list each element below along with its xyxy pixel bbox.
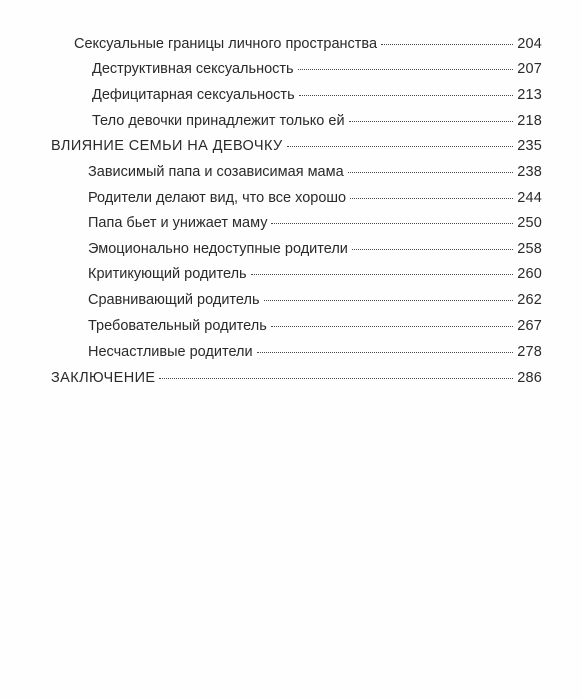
- toc-entry: [92, 113, 542, 135]
- toc-entry-page: 204: [517, 36, 542, 52]
- toc-entry-title: Эмоционально недоступные родители: [88, 241, 348, 257]
- dot-leader: [159, 378, 513, 379]
- dot-leader: [271, 223, 513, 224]
- toc-entry-title: Сексуальные границы личного пространства: [74, 36, 378, 52]
- toc-entry-title: Дефицитарная сексуальность: [92, 87, 295, 103]
- dot-leader: [251, 274, 513, 275]
- toc-entry-title: Папа бьет и унижает маму: [88, 215, 268, 231]
- toc-entry-title: Требовательный родитель: [88, 318, 267, 334]
- toc-entry-page: 213: [517, 87, 542, 103]
- toc-chapter-entry: [51, 138, 542, 160]
- toc-entry-title: Несчастливые родители: [88, 344, 253, 360]
- toc-entry: [88, 292, 542, 314]
- toc-entry-page: 260: [517, 266, 542, 282]
- dot-leader: [349, 121, 513, 122]
- toc-entry: [88, 215, 542, 237]
- toc-entry-title: Деструктивная сексуальность: [92, 61, 294, 77]
- toc-entry-page: 258: [517, 241, 542, 257]
- toc-entry: [88, 318, 542, 340]
- toc-entry-title: ЗАКЛЮЧЕНИЕ: [51, 370, 156, 386]
- toc-chapter-entry: [51, 370, 542, 392]
- toc-entry-title: Родители делают вид, что все хорошо: [88, 190, 347, 206]
- toc-entry-title: Зависимый папа и созависимая мама: [88, 164, 344, 180]
- toc-entry-title: ВЛИЯНИЕ СЕМЬИ НА ДЕВОЧКУ: [51, 138, 283, 154]
- toc-entry-page: 250: [517, 215, 542, 231]
- dot-leader: [271, 326, 513, 327]
- toc-entry-page: 238: [517, 164, 542, 180]
- toc-entry-page: 218: [517, 113, 542, 129]
- toc-entry-title: Тело девочки принадлежит только ей: [92, 113, 345, 129]
- toc-entry-page: 235: [517, 138, 542, 154]
- toc-entry: [88, 164, 542, 186]
- toc-entry: [92, 87, 542, 109]
- toc-entry: [88, 266, 542, 288]
- toc-entry-page: 207: [517, 61, 542, 77]
- toc-entry-page: 267: [517, 318, 542, 334]
- toc-entry-page: 286: [517, 370, 542, 386]
- toc-entry-page: 244: [517, 190, 542, 206]
- toc-entry-page: 262: [517, 292, 542, 308]
- dot-leader: [381, 44, 513, 45]
- dot-leader: [298, 69, 513, 70]
- toc-entry-title: Сравнивающий родитель: [88, 292, 260, 308]
- toc-entry: [88, 344, 542, 366]
- toc-entry: [88, 190, 542, 212]
- dot-leader: [299, 95, 513, 96]
- dot-leader: [257, 352, 513, 353]
- toc-entry: [88, 241, 542, 263]
- dot-leader: [352, 249, 513, 250]
- dot-leader: [264, 300, 514, 301]
- dot-leader: [348, 172, 513, 173]
- dot-leader: [350, 198, 513, 199]
- toc-entry: [92, 61, 542, 83]
- dot-leader: [287, 146, 513, 147]
- toc-entry: [74, 36, 542, 58]
- toc-entry-title: Критикующий родитель: [88, 266, 247, 282]
- toc-entry-page: 278: [517, 344, 542, 360]
